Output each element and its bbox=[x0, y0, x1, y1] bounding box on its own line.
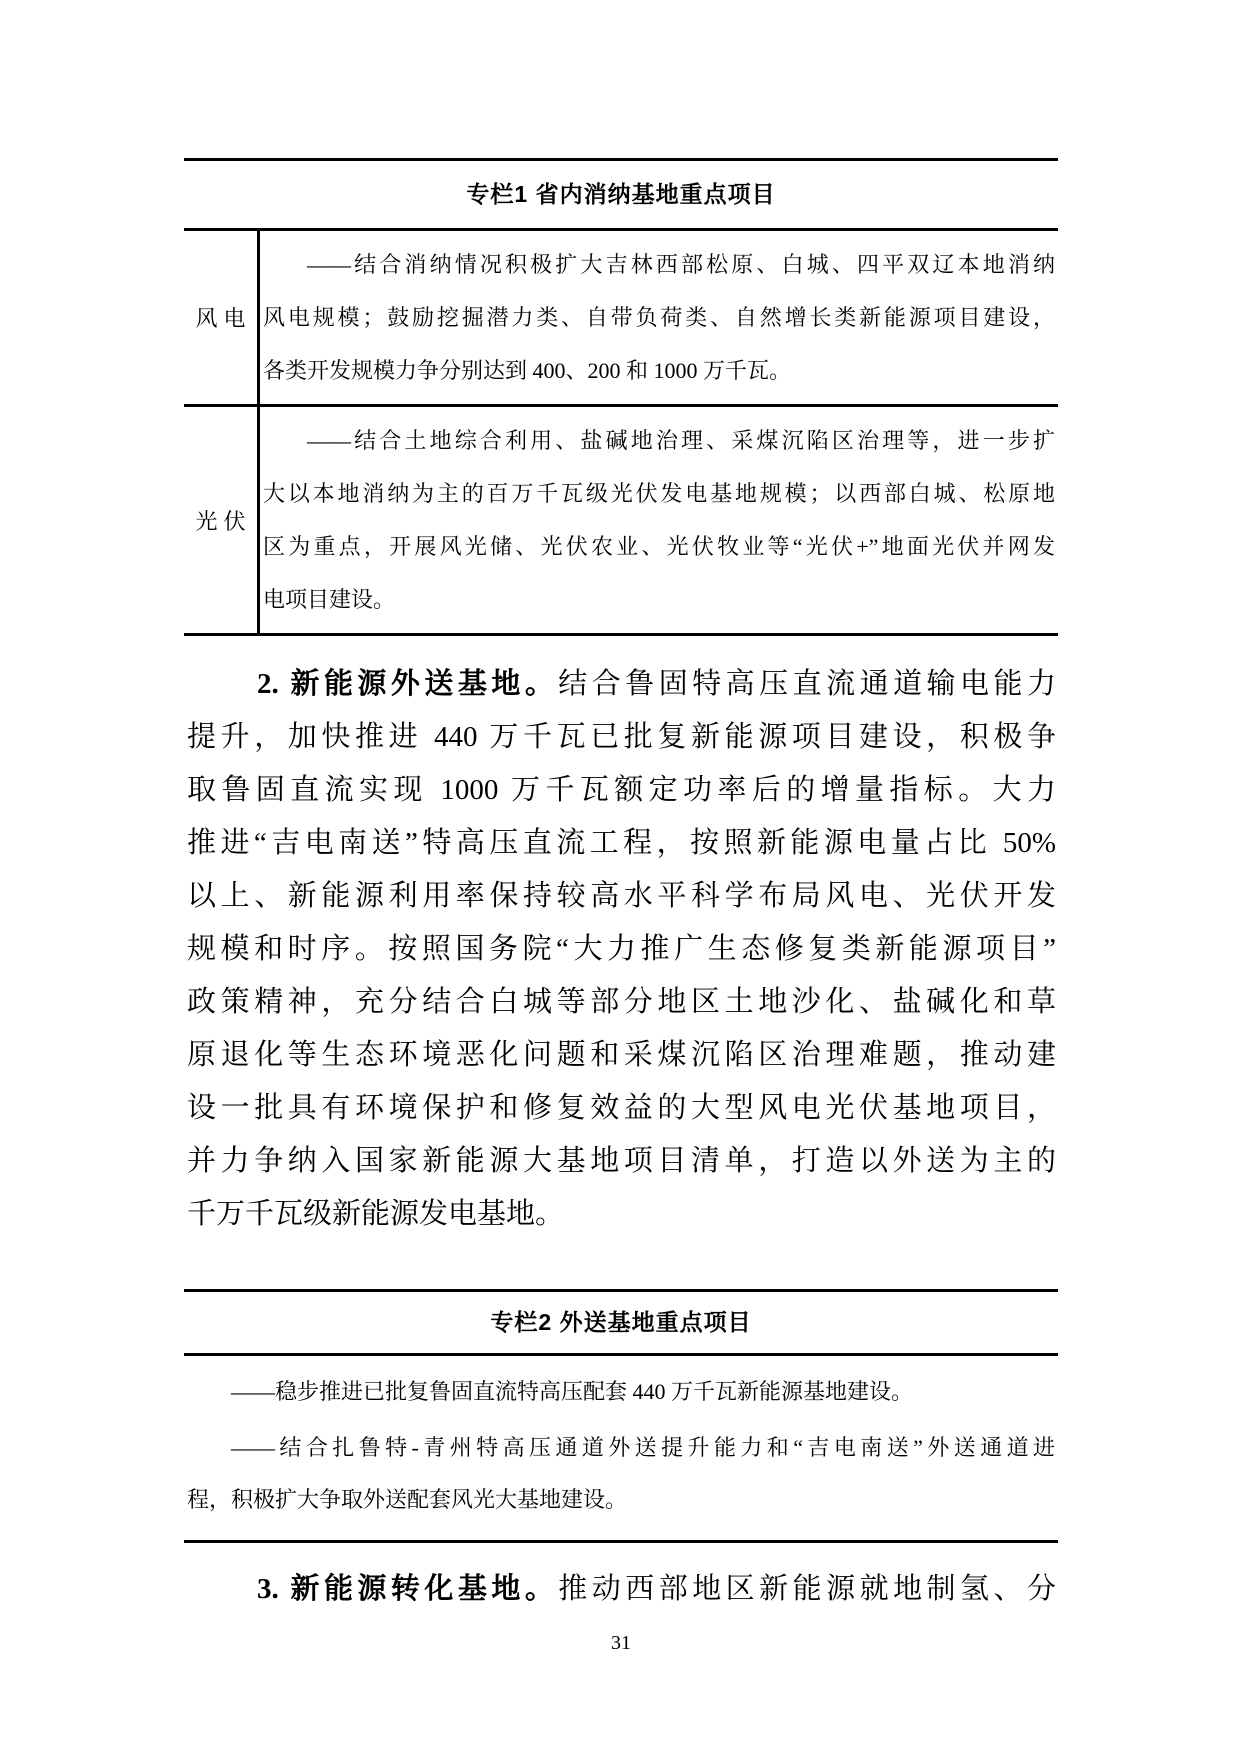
special-column-2-body bbox=[184, 1356, 1058, 1540]
text-line: ——结合土地综合利用、盐碱地治理、采煤沉陷区治理等，进一步扩 bbox=[307, 428, 1055, 453]
row-text-wind bbox=[260, 231, 1058, 404]
table-row-solar bbox=[184, 404, 1058, 633]
paragraph-2-first-line bbox=[187, 658, 1056, 711]
text-line: 提升，加快推进 440 万千瓦已批复新能源项目建设，积极争 bbox=[187, 721, 1056, 753]
text-line: 政策精神，充分结合白城等部分地区土地沙化、盐碱化和草 bbox=[187, 986, 1056, 1018]
special-column-2-box bbox=[184, 1289, 1058, 1543]
special-column-2-title: 专栏2 外送基地重点项目 bbox=[184, 1292, 1058, 1356]
paragraph-2-first-rest: 结合鲁固特高压直流通道输电能力 bbox=[558, 668, 1056, 700]
text-line: 区为重点，开展风光储、光伏农业、光伏牧业等“光伏+”地面光伏并网发 bbox=[263, 534, 1055, 559]
text-line: 大以本地消纳为主的百万千瓦级光伏发电基地规模；以西部白城、松原地 bbox=[263, 481, 1055, 506]
special-column-1-box bbox=[184, 158, 1058, 636]
text-line: 程，积极扩大争取外送配套风光大基地建设。 bbox=[187, 1487, 628, 1512]
paragraph-3-rest: 推动西部地区新能源就地制氢、分 bbox=[558, 1573, 1056, 1605]
text-line: 千万千瓦级新能源发电基地。 bbox=[187, 1198, 565, 1230]
text-line: ——结合消纳情况积极扩大吉林西部松原、白城、四平双辽本地消纳 bbox=[307, 252, 1055, 277]
paragraph-2-body bbox=[187, 711, 1056, 1241]
row-label-wind: 风电 bbox=[184, 231, 260, 404]
text-line: 推进“吉电南送”特高压直流工程，按照新能源电量占比 50% bbox=[187, 827, 1056, 859]
text-line: 规模和时序。按照国务院“大力推广生态修复类新能源项目” bbox=[187, 933, 1056, 965]
paragraph-3 bbox=[187, 1563, 1056, 1616]
table-row-wind bbox=[184, 231, 1058, 404]
row-text-solar bbox=[260, 407, 1058, 633]
paragraph-2-lead: 2. 新能源外送基地。 bbox=[257, 668, 559, 700]
row-label-solar: 光伏 bbox=[184, 407, 260, 633]
page-number: 31 bbox=[611, 1632, 631, 1654]
paragraph-3-lead: 3. 新能源转化基地。 bbox=[257, 1573, 559, 1605]
special-column-1-title: 专栏1 省内消纳基地重点项目 bbox=[184, 161, 1058, 231]
text-line: 并力争纳入国家新能源大基地项目清单，打造以外送为主的 bbox=[187, 1145, 1056, 1177]
bullet-item-1 bbox=[187, 1366, 1055, 1418]
text-line: 电项目建设。 bbox=[263, 587, 396, 612]
text-line: 取鲁固直流实现 1000 万千瓦额定功率后的增量指标。大力 bbox=[187, 774, 1056, 806]
bullet-item-2 bbox=[187, 1422, 1055, 1526]
text-line: ——结合扎鲁特-青州特高压通道外送提升能力和“吉电南送”外送通道进 bbox=[231, 1435, 1055, 1460]
text-line: 各类开发规模力争分别达到 400、200 和 1000 万千瓦。 bbox=[263, 358, 792, 383]
document-content bbox=[184, 158, 1058, 1654]
text-line: ——稳步推进已批复鲁固直流特高压配套 440 万千瓦新能源基地建设。 bbox=[231, 1379, 914, 1404]
text-line: 原退化等生态环境恶化问题和采煤沉陷区治理难题，推动建 bbox=[187, 1039, 1056, 1071]
text-line: 以上、新能源利用率保持较高水平科学布局风电、光伏开发 bbox=[187, 880, 1056, 912]
text-line: 设一批具有环境保护和修复效益的大型风电光伏基地项目， bbox=[187, 1092, 1056, 1124]
paragraph-2 bbox=[187, 658, 1056, 1241]
text-line: 风电规模；鼓励挖掘潜力类、自带负荷类、自然增长类新能源项目建设， bbox=[263, 305, 1055, 330]
